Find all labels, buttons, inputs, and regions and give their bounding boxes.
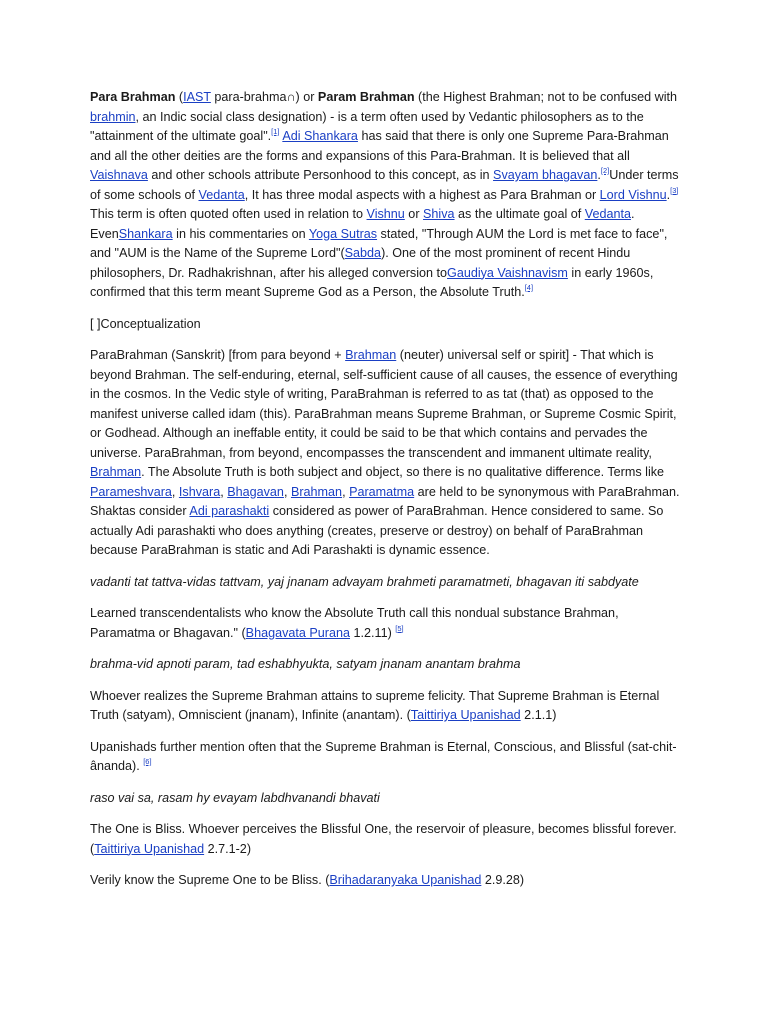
link-bhagavata-purana[interactable]: Bhagavata Purana (245, 625, 351, 640)
link-sabda[interactable]: Sabda (344, 246, 382, 260)
text-run: Under terms of some schools of (90, 168, 679, 202)
text-run: ( (175, 90, 184, 104)
text-run: in his commentaries on (172, 226, 309, 241)
sanskrit-verse: raso vai sa, rasam hy evayam labdhvanandi bhavati (90, 790, 380, 805)
text-run: and other schools attribute Personhood to this concept, as in (147, 168, 494, 182)
link-shankara[interactable]: Shankara (118, 226, 173, 241)
section-heading (90, 315, 682, 335)
term-param-brahman: Param Brahman (317, 90, 415, 104)
text-run: (neuter) universal self or spirit] - That which is beyond Brahman. The self-enduring, eternal, self-sufficient cause of all causes, the essence of everything in the cosmos. In the Vedic style of writing, ParaBrahman is referred to as tat (that) as opposed to the manifest universe called idam (this). ParaBrahman means Supreme Brahman, or Supreme Cosmic Spirit, or Godhead. Although an ineffable entity, it could be said to be that which contains and pervades the universe. ParaBrahman, from beyond, encompasses the transcendent and immanent ultimate reality, (90, 348, 678, 460)
text-run: in early 1960s, confirmed that this term meant Supreme God as a Person, the Absolute Truth. (90, 265, 654, 299)
text-run: 1.2.11) (350, 625, 396, 640)
text-run: , an Indic social class designation) - is a term often used by Vedantic philosophers as to the "attainment of the ultimate goal". (90, 109, 644, 143)
link-vaishnava[interactable]: Vaishnava (90, 168, 148, 182)
text-run: or (404, 207, 424, 221)
text-run: 2.9.28) (481, 873, 525, 887)
text-run: as the ultimate goal of (454, 207, 585, 221)
text-run: ParaBrahman (Sanskrit) [from para beyond + (90, 348, 346, 362)
link-brahman[interactable]: Brahman (290, 484, 343, 499)
text-run: Upanishads further mention often that the Supreme Brahman is Eternal, Conscious, and Blissful (sat-chit-ânanda). (90, 739, 677, 773)
term-para-brahman: Para Brahman (90, 90, 176, 104)
text-run: Whoever realizes the Supreme Brahman attains to supreme felicity. That Supreme Brahman is Eternal Truth (satyam), Omniscient (jnanam), Infinite (anantam). ( (90, 688, 660, 722)
text-run: . (597, 168, 601, 182)
conceptualization-paragraph (90, 346, 682, 561)
text-run: (the Highest Brahman; not to be confused with (414, 90, 678, 104)
intro-paragraph (90, 88, 682, 303)
text-run: . (666, 187, 671, 202)
link-vedanta[interactable]: Vedanta (584, 207, 631, 221)
text-run: are held to be synonymous with ParaBrahman. Shaktas consider (90, 484, 680, 518)
text-run: This term is often quoted often used in relation to (90, 207, 367, 221)
text-run: , (171, 484, 179, 499)
text-run: considered as power of ParaBrahman. Hence considered to same. So actually Adi parashakti who does anything (creates, preserve or destroy) on behalf of ParaBrahman because ParaBrahman is static and Adi Parashakti is dynamic essence. (90, 504, 664, 557)
edit-section-link[interactable]: [ ] (90, 316, 101, 331)
ref-1[interactable]: [1] (271, 127, 280, 136)
link-vishnu[interactable]: Vishnu (366, 207, 405, 221)
link-lord-vishnu[interactable]: Lord Vishnu (599, 187, 667, 202)
sanskrit-verse: vadanti tat tattva-vidas tattvam, yaj jnanam advayam brahmeti paramatmeti, bhagavan iti sabdyate (90, 574, 639, 589)
document-body (90, 88, 682, 903)
ref-4[interactable]: [4] (524, 283, 534, 292)
text-run: Learned transcendentalists who know the Absolute Truth call this nondual substance Brahman, Paramatma or Bhagavan." ( (90, 606, 619, 640)
link-shiva[interactable]: Shiva (423, 207, 455, 221)
link-vedanta[interactable]: Vedanta (198, 187, 245, 202)
link-brihadaranyaka-upanishad[interactable]: Brihadaranyaka Upanishad (329, 873, 482, 887)
translation-paragraph (90, 604, 682, 643)
link-adi-shankara[interactable]: Adi Shankara (282, 129, 358, 143)
link-svayam-bhagavan[interactable]: Svayam bhagavan (493, 168, 598, 182)
translation-paragraph (90, 687, 682, 726)
text-run: The One is Bliss. Whoever perceives the Blissful One, the reservoir of pleasure, becomes blissful forever. ( (90, 822, 677, 856)
sat-chit-ananda-paragraph (90, 738, 682, 777)
ref-3[interactable]: [3] (670, 185, 679, 195)
link-iast[interactable]: IAST (183, 90, 211, 104)
ref-2[interactable]: [2] (600, 166, 610, 175)
ref-6[interactable]: [6] (143, 757, 152, 766)
closing-paragraph (90, 871, 682, 891)
sanskrit-verse: brahma-vid apnoti param, tad eshabhyukta, satyam jnanam anantam brahma (90, 657, 521, 671)
text-run: , (220, 484, 228, 499)
link-parameshvara[interactable]: Parameshvara (90, 484, 172, 499)
link-gaudiya-vaishnavism[interactable]: Gaudiya Vaishnavism (447, 265, 568, 280)
text-run: Verily know the Supreme One to be Bliss. ( (90, 873, 330, 887)
link-taittiriya-upanishad[interactable]: Taittiriya Upanishad (94, 841, 205, 856)
text-run: ). One of the most prominent of recent Hindu philosophers, Dr. Radhakrishnan, after his alleged conversion to (90, 246, 631, 280)
link-adi-parashakti[interactable]: Adi parashakti (189, 504, 270, 518)
link-ishvara[interactable]: Ishvara (178, 484, 221, 499)
text-run: 2.7.1-2) (204, 841, 252, 856)
link-brahman[interactable]: Brahman (90, 465, 142, 479)
text-run: has said that there is only one Supreme Para-Brahman and all the other deities are the forms and expansions of this Para-Brahman. It is believed that all (90, 129, 669, 163)
text-run: 2.1.1) (520, 708, 557, 722)
translation-paragraph (90, 820, 682, 859)
text-run: , It has three modal aspects with a highest as Para Brahman or (244, 187, 600, 202)
link-brahman[interactable]: Brahman (345, 348, 397, 362)
text-run: . The Absolute Truth is both subject and object, so there is no qualitative difference. Terms like (141, 465, 665, 479)
text-run: , (342, 484, 350, 499)
text-run: , (283, 484, 291, 499)
link-taittiriya-upanishad[interactable]: Taittiriya Upanishad (410, 708, 521, 722)
text-run: . Even (90, 207, 635, 241)
text-run: para-brahma∩) or (210, 90, 318, 104)
link-yoga-sutras[interactable]: Yoga Sutras (308, 226, 378, 241)
link-paramatma[interactable]: Paramatma (349, 484, 415, 499)
text-run: stated, "Through AUM the Lord is met face to face", and "AUM is the Name of the Supreme Lord"( (90, 226, 668, 260)
section-title: Conceptualization (100, 316, 201, 331)
ref-5[interactable]: [5] (395, 623, 404, 633)
link-bhagavan[interactable]: Bhagavan (227, 484, 284, 499)
link-brahmin[interactable]: brahmin (90, 109, 136, 124)
